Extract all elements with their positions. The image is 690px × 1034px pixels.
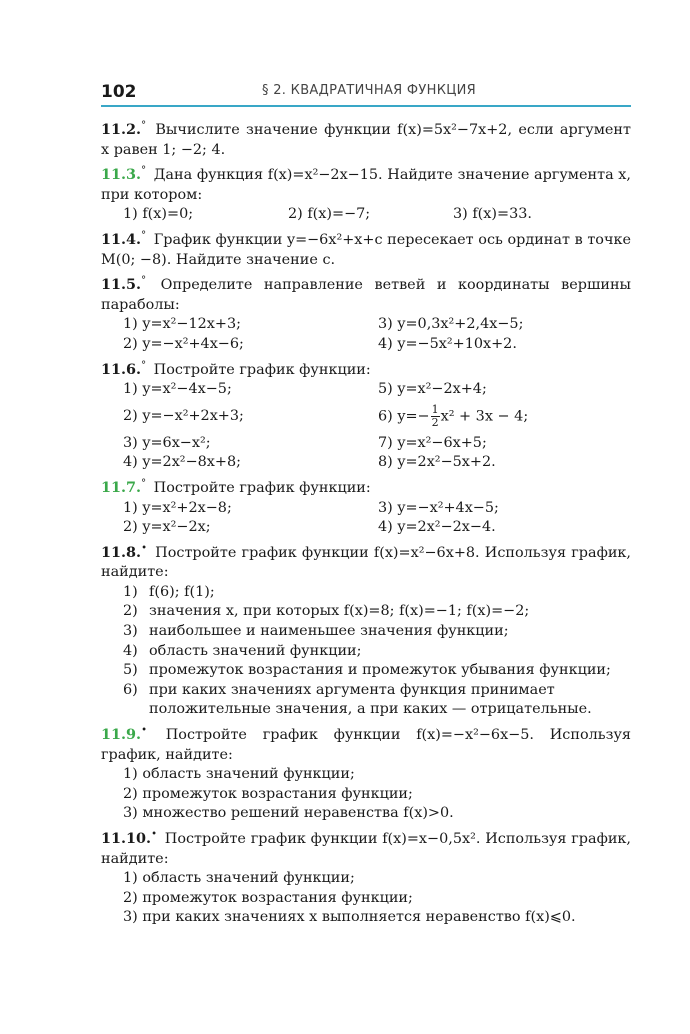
difficulty-mark: ° [141, 165, 147, 177]
page-number: 102 [101, 82, 137, 102]
exercise-text: Постройте график функции: [153, 361, 371, 378]
exercise-11-8 [101, 543, 631, 720]
header-rule [101, 105, 631, 107]
item-row [101, 400, 631, 434]
exercise-number: 11.8. [101, 543, 142, 561]
list-item: 1) область значений функции; [123, 766, 355, 783]
list-item: 3) при каких значениях x выполняется неравенство f(x)⩽0. [123, 909, 576, 926]
list-item: 4) область значений функции; [123, 642, 362, 659]
list-item: 3) f(x)=33. [453, 206, 532, 223]
item-row [101, 434, 631, 454]
exercise-11-7 [101, 478, 631, 538]
difficulty-mark: ° [141, 120, 147, 132]
difficulty-mark: ° [141, 275, 147, 287]
list-item: 3) y=−x²+4x−5; [378, 499, 499, 516]
list-item: 6) при каких значениях аргумента функция принимает положительные значения, а при каких — отрицательные. [123, 681, 592, 718]
list-item: 2) f(x)=−7; [288, 206, 371, 223]
list-item: 1) f(x)=0; [123, 206, 194, 223]
list-item: 1) y=x²−4x−5; [123, 381, 232, 398]
exercise-text: Дана функция f(x)=x²−2x−15. Найдите значение аргумента x, при котором: [101, 167, 631, 203]
item-row [101, 453, 631, 473]
exercise-text: Определите направление ветвей и координаты вершины параболы: [101, 277, 632, 313]
exercise-number: 11.3. [101, 166, 142, 184]
exercise-number: 11.7. [101, 478, 142, 496]
item-row [101, 315, 631, 335]
exercise-11-10 [101, 829, 631, 928]
list-item: 2) y=x²−2x; [123, 519, 211, 536]
list-item: 2) y=−x²+4x−6; [123, 335, 244, 352]
list-item: 1) область значений функции; [123, 870, 355, 887]
list-item: 3) наибольшее и наименьшее значения функции; [123, 623, 509, 640]
exercise-number: 11.9. [101, 726, 142, 744]
list-item: 3) множество решений неравенства f(x)>0. [123, 805, 454, 822]
difficulty-mark: ° [141, 478, 147, 490]
list-item: 4) y=−5x²+10x+2. [378, 335, 517, 352]
item-row [101, 205, 631, 225]
item-row [101, 518, 631, 538]
exercise-11-5 [101, 275, 631, 354]
exercise-text: Постройте график функции: [153, 479, 371, 496]
exercise-11-2 [101, 120, 631, 160]
fraction-numerator: 1 [431, 403, 439, 417]
list-item: 1) y=x²+2x−8; [123, 499, 232, 516]
item-row [101, 499, 631, 519]
exercise-text: Постройте график функции f(x)=x²−6x+8. Используя график, найдите: [101, 544, 631, 581]
list-item: 3) y=6x−x²; [123, 434, 211, 451]
list-item: 1) y=x²−12x+3; [123, 316, 241, 333]
fraction [431, 404, 440, 429]
difficulty-mark: • [141, 725, 147, 737]
exercise-number: 11.2. [101, 121, 142, 138]
item-row [101, 335, 631, 355]
exercise-11-4 [101, 230, 631, 270]
exercise-number: 11.4. [101, 230, 142, 248]
list-item: 7) y=x²−6x+5; [378, 434, 487, 451]
fraction-denominator: 2 [431, 416, 439, 430]
exercise-number: 11.5. [101, 276, 142, 294]
exercise-number: 11.10. [101, 830, 152, 847]
list-item: 2) промежуток возрастания функции; [123, 889, 413, 906]
list-item: 5) промежуток возрастания и промежуток убывания функции; [123, 662, 611, 679]
exercise-number: 11.6. [101, 360, 142, 378]
list-item: 8) y=2x²−5x+2. [378, 454, 496, 471]
difficulty-mark: ° [141, 359, 147, 371]
list-item: 5) y=x²−2x+4; [378, 381, 487, 398]
exercise-11-6 [101, 360, 631, 473]
exercise-text: Вычислите значение функции f(x)=5x²−7x+2, если аргумент x равен 1; −2; 4. [101, 122, 631, 158]
list-item-fraction: 6) y=− $\frac{1}{2}$ x² + 3x − 4; [378, 403, 529, 430]
difficulty-mark: • [141, 542, 147, 554]
list-item: 4) y=2x²−8x+8; [123, 454, 241, 471]
list-item: 2) значения x, при которых f(x)=8; f(x)=−1; f(x)=−2; [123, 603, 530, 620]
exercise-list [101, 120, 631, 933]
difficulty-mark: ° [141, 230, 147, 242]
list-item: 3) y=0,3x²+2,4x−5; [378, 316, 524, 333]
section-title: § 2. КВАДРАТИЧНАЯ ФУНКЦИЯ [262, 83, 476, 98]
exercise-text: Постройте график функции f(x)=x−0,5x². Используя график, найдите: [101, 831, 631, 867]
exercise-11-9 [101, 725, 631, 824]
item-row [101, 380, 631, 400]
exercise-text: График функции y=−6x²+x+c пересекает ось ординат в точке M(0; −8). Найдите значение c. [101, 231, 631, 268]
list-item: 2) промежуток возрастания функции; [123, 785, 413, 802]
list-item: 1) f(6); f(1); [123, 583, 215, 600]
difficulty-mark: • [151, 829, 157, 841]
exercise-11-3 [101, 165, 631, 225]
exercise-text: Постройте график функции f(x)=−x²−6x−5. Используя график, найдите: [101, 727, 631, 763]
list-item: 2) y=−x²+2x+3; [123, 407, 244, 424]
list-item: 4) y=2x²−2x−4. [378, 519, 496, 536]
